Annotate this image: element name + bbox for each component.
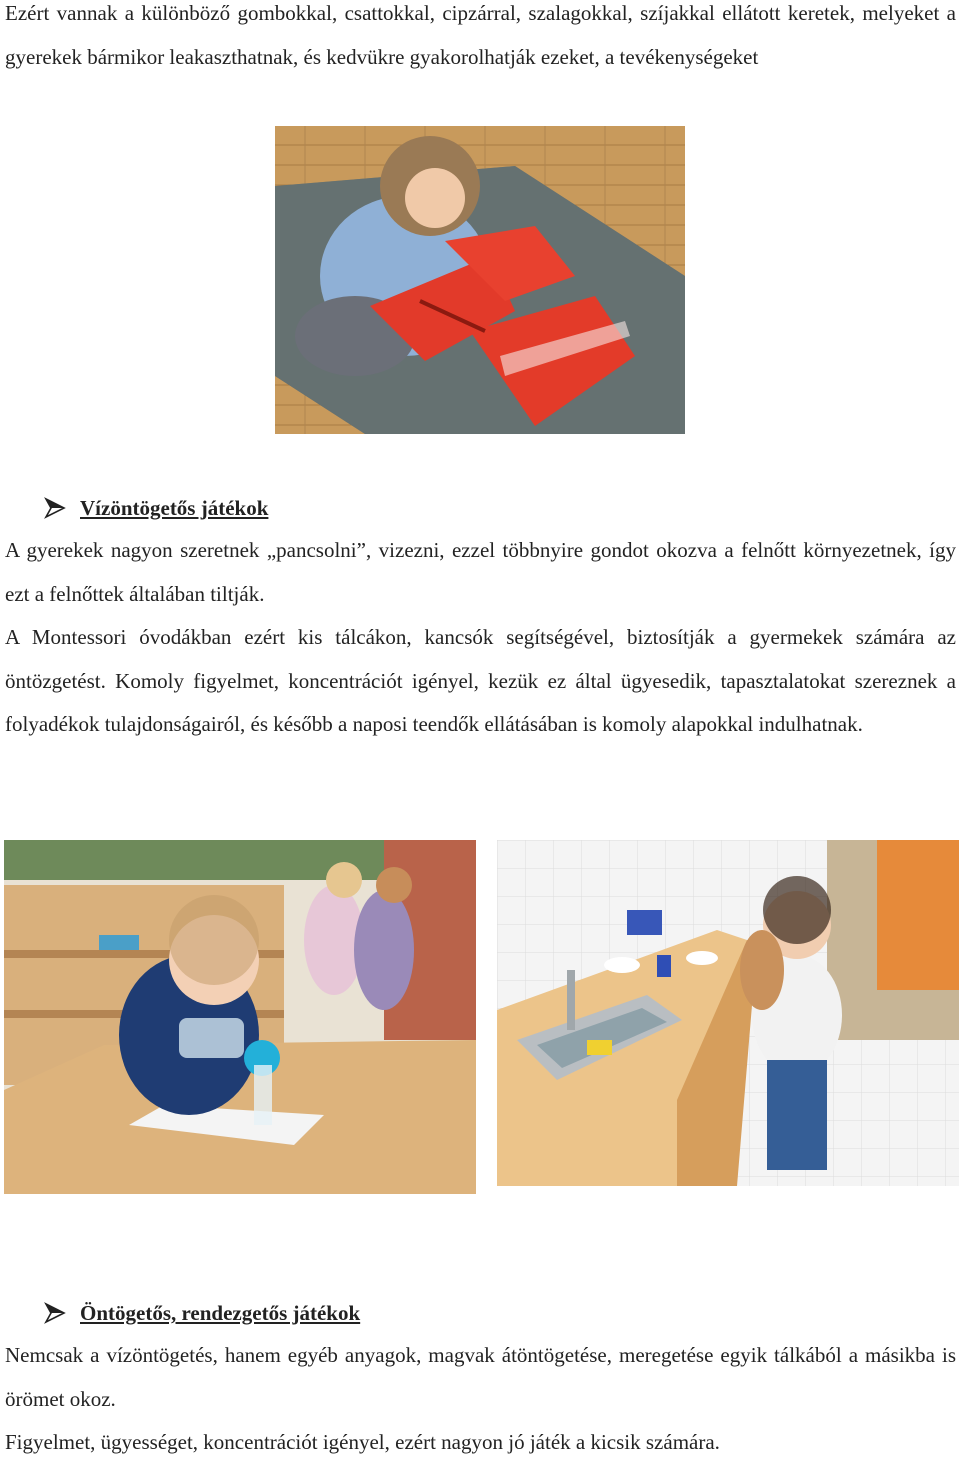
water-paragraph-2: A Montessori óvodákban ezért kis tálcákon, kancsók segítségével, biztosítják a gyermekek számára az öntözgetést. Komoly figyelmet, koncentrációt igényel, kezük ez által ügyesedik, tapasztalatokat szereznek a folyadékok tulajdonságairól, és később a naposi teendők ellátásában is komoly alapokkal indulhatnak. <box>5 625 956 736</box>
photo-pouring-water-image <box>4 840 476 1194</box>
photo-dressing-frames-image <box>275 126 685 434</box>
photo-kitchen-sink <box>497 840 959 1186</box>
intro-paragraph: Ezért vannak a különböző gombokkal, csattokkal, cipzárral, szalagokkal, szíjakkal ellátott keretek, melyeket a gyerekek bármikor leakaszthatnak, és kedvükre gyakorolhatják ezeket, a tevékenységeket <box>5 1 956 69</box>
water-paragraph-1: A gyerekek nagyon szeretnek „pancsolni”, vizezni, ezzel többnyire gondot okozva a felnőtt környezetnek, így ezt a felnőttek általában tiltják. <box>5 538 956 606</box>
arrow-bullet-icon <box>44 1302 66 1324</box>
pouring-paragraph-2: Figyelmet, ügyességet, koncentrációt igényel, ezért nagyon jó játék a kicsik számára. <box>5 1430 720 1454</box>
arrow-bullet-icon <box>44 497 66 519</box>
section-title-pouring: Öntögetős, rendezgetős játékok <box>80 1301 361 1325</box>
pouring-paragraph-1: Nemcsak a vízöntögetés, hanem egyéb anyagok, magvak átöntögetése, meregetése egyik tálkából a másikba is örömet okoz. <box>5 1343 956 1411</box>
section-title-water: Vízöntögetős játékok <box>80 496 269 520</box>
photo-pouring-water <box>4 840 476 1194</box>
photo-kitchen-sink-image <box>497 840 959 1186</box>
photo-dressing-frames <box>275 126 685 434</box>
section-heading-pouring <box>44 1298 360 1328</box>
section-heading-water <box>44 493 268 523</box>
